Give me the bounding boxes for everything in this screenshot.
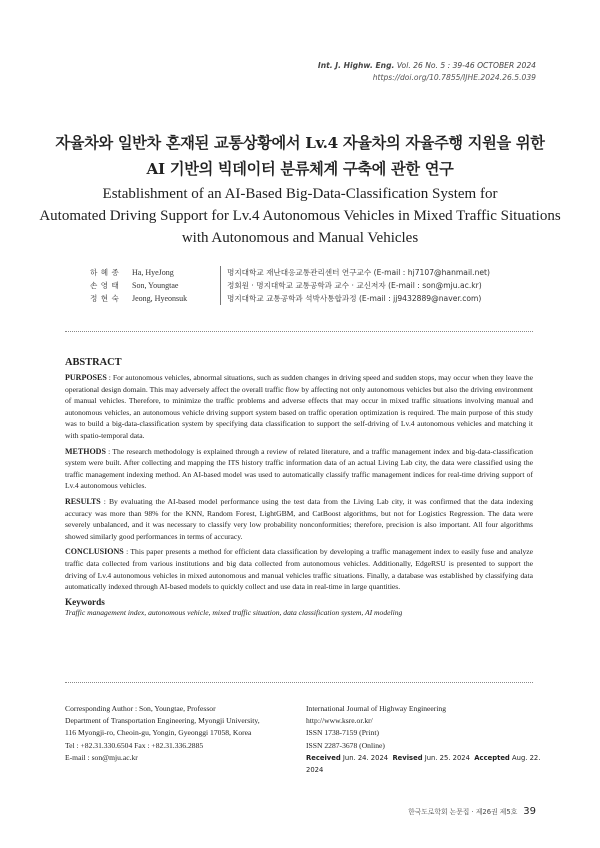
abstract-heading: ABSTRACT	[65, 357, 122, 368]
author-list	[90, 266, 490, 305]
journal-full-name: International Journal of Highway Engineering	[306, 704, 447, 713]
issn-print: ISSN 1738-7159 (Print)	[306, 728, 379, 738]
issn-online: ISSN 2287-3678 (Online)	[306, 740, 385, 750]
journal-meta-block	[306, 703, 546, 776]
journal-name: Int. J. Highw. Eng.	[317, 61, 395, 70]
page-footer	[408, 806, 536, 817]
methods-text: : The research methodology is explained through a review of related literature, and a traffic management index and big-data-classification system were built. After collecting and mapping the ITS history traffic information data of an actual Living Lab city, the data were classified using the traffic management indexing method. An AI-based model was used to automatically classify traffic management indices for real-time driving support of Lv.4 autonomous vehicles.	[65, 446, 533, 491]
author-name-korean: 정 현 숙	[90, 294, 120, 303]
revised-date: Jun. 25. 2024	[424, 753, 470, 762]
revised-label: Revised	[392, 753, 423, 762]
page-number: 39	[523, 806, 536, 817]
author-address: 116 Myongji-ro, Cheoin-gu, Yongin, Gyeonggi 17058, Korea	[65, 728, 252, 738]
title-korean-line1: 자율차와 일반차 혼재된 교통상황에서 Lv.4 자율차의 자율주행 지원을 위한	[55, 134, 545, 152]
title-english-line2: Automated Driving Support for Lv.4 Autonomous Vehicles in Mixed Traffic Situations	[39, 208, 561, 224]
title-korean-line2: AI 기반의 빅데이터 분류체계 구축에 관한 연구	[146, 160, 454, 178]
conclusions-text: : This paper presents a method for efficient data classification by developing a traffic management index to easily fuse and analyze traffic data collected from various institutions and big data collected from autonomous vehicles. Additionally, EdgeRSU is presented to support the driving of Lv.4 autonomous vehicles in mixed autonomous and manual vehicles traffic situations. Finally, a database was established by classifying data automatically indexed through AI-based models to quickly collect and use data in real-time in large quantities.	[65, 547, 533, 592]
accepted-label: Accepted	[474, 753, 510, 762]
results-label: RESULTS	[65, 496, 101, 506]
keywords-heading: Keywords	[65, 596, 105, 607]
corresponding-author: Corresponding Author : Son, Youngtae, Professor	[65, 704, 216, 713]
journal-info	[318, 60, 536, 84]
accepted-date: Aug. 22. 2024	[306, 753, 541, 775]
author-row	[90, 279, 490, 292]
methods-label: METHODS	[65, 446, 106, 456]
purposes-label: PURPOSES	[65, 373, 107, 382]
journal-volume: Vol. 26 No. 5 : 39-46 OCTOBER 2024	[396, 61, 536, 70]
author-name-korean: 손 영 태	[90, 281, 120, 290]
abstract-section	[65, 357, 533, 618]
results-text: : By evaluating the AI-based model performance using the test data from the Living Lab city, it was confirmed that the data indexing accuracy was more than 98% for the KNN, Random Forest, LightGBM, and CatBoost algorithms, but not for Logistics Regression. The data were severely unbalanced, and it was necessary to classify very low probability nonconformities; therefore, precision is also important. All four algorithms showed similarly good performances in terms of accuracy.	[65, 496, 533, 541]
purposes-text: : For autonomous vehicles, abnormal situations, such as sudden changes in driving speed and sudden stops, may occur when they leave the operational design domain. This may adversely affect the overall traffic flow by affecting not only autonomous vehicles but also the driving environment of manual vehicles. Therefore, to minimize the traffic problems and adverse effects that may occur in mixed traffic situations involving manual and autonomous vehicles, an autonomous vehicle driving support system based on traffic operation optimization is required. The main purpose of this study was to build a big-data-classification system by specifying data classification to support the self-driving of Lv.4 autonomous vehicles and matching it with spatio-temporal data.	[65, 373, 533, 440]
corresponding-author-block	[65, 703, 305, 764]
author-email[interactable]: E-mail : son@mju.ac.kr	[65, 752, 138, 762]
author-divider	[220, 266, 221, 279]
author-name-korean: 하 혜 종	[90, 268, 120, 277]
title-english-line1: Establishment of an AI-Based Big-Data-Classification System for	[102, 186, 498, 202]
author-affiliation: 명지대학교 재난대응교통관리센터 연구교수 (E-mail : hj7107@hanmail.net)	[227, 268, 491, 277]
author-name-english: Son, Youngtae	[132, 281, 179, 290]
abstract-results	[65, 496, 533, 542]
keywords-text: Traffic management index, autonomous vehicle, mixed traffic situation, data classification system, AI modeling	[65, 607, 403, 617]
journal-url[interactable]: http://www.ksre.or.kr/	[306, 716, 373, 726]
abstract-purposes	[65, 372, 533, 442]
author-name-english: Ha, HyeJong	[132, 268, 174, 277]
conclusions-label: CONCLUSIONS	[65, 547, 124, 557]
author-row	[90, 266, 490, 279]
author-divider	[220, 292, 221, 305]
title-english-line3: with Autonomous and Manual Vehicles	[181, 230, 419, 246]
author-department: Department of Transportation Engineering, Myongji University,	[65, 716, 260, 726]
journal-korean-name: 한국도로학회 논문집 · 제26권 제5호	[408, 808, 518, 816]
received-date: Jun. 24. 2024	[342, 753, 389, 762]
author-divider	[220, 279, 221, 292]
abstract-conclusions	[65, 546, 533, 592]
author-tel-fax: Tel : +82.31.330.6504 Fax : +82.31.336.2885	[65, 740, 204, 750]
journal-citation	[318, 60, 536, 72]
author-affiliation: 정회원 · 명지대학교 교통공학과 교수 · 교신저자 (E-mail : son@mju.ac.kr)	[227, 281, 482, 290]
received-label: Received	[306, 753, 341, 762]
submission-dates	[306, 752, 546, 776]
abstract-methods	[65, 446, 533, 492]
author-name-english: Jeong, Hyeonsuk	[132, 294, 188, 303]
author-affiliation: 명지대학교 교통공학과 석박사통합과정 (E-mail : jj9432889@naver.com)	[227, 294, 482, 303]
section-divider-top	[65, 331, 533, 332]
author-row	[90, 292, 490, 305]
section-divider-bottom	[65, 682, 533, 683]
doi-link[interactable]: https://doi.org/10.7855/IJHE.2024.26.5.039	[372, 73, 536, 82]
